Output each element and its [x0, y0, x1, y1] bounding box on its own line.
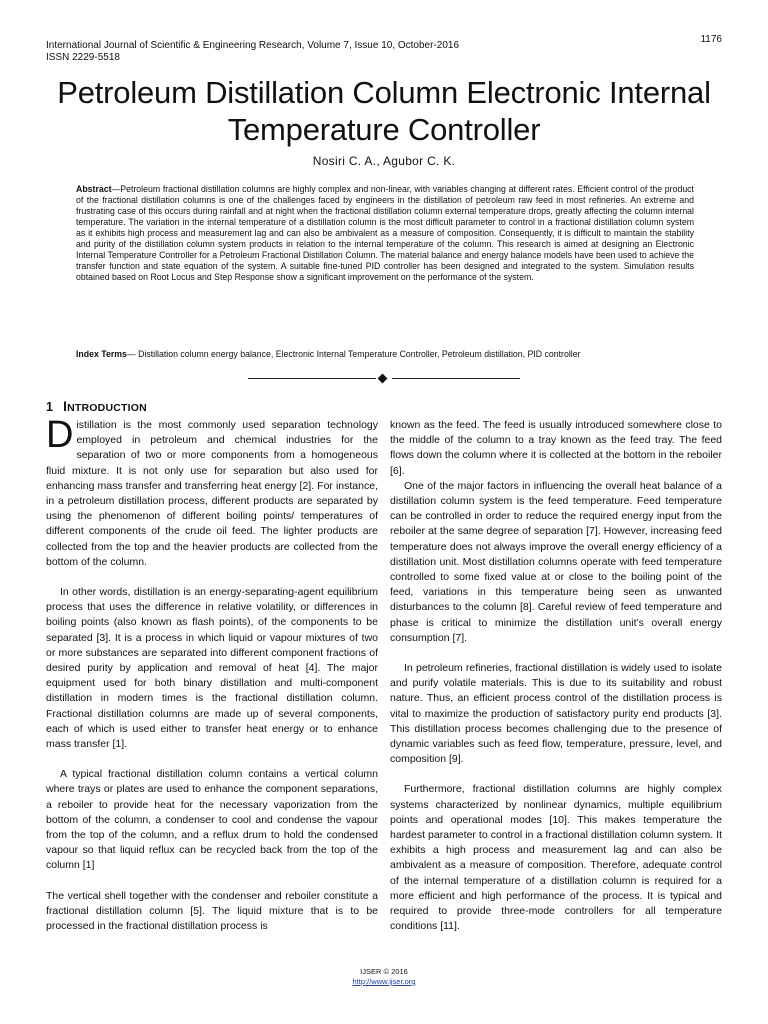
- journal-header: International Journal of Scientific & Engineering Research, Volume 7, Issue 10, October-2016: [46, 40, 460, 51]
- drop-cap: D: [46, 414, 74, 456]
- divider-line-left: [248, 378, 376, 379]
- body-paragraph: The vertical shell together with the condenser and reboiler constitute a fractional distillation column [5]. The liquid mixture that is to be processed in the fractional distillation process is: [46, 889, 378, 933]
- section-title-initial: I: [63, 399, 68, 414]
- body-column-left: [46, 414, 378, 934]
- index-terms: [76, 349, 694, 360]
- body-column-right: [390, 418, 722, 935]
- abstract-text: —Petroleum fractional distillation columns are highly complex and non-linear, with variables changing at different rates. Efficient control of the product of the fractional distillation columns is one of the challenges faced by engineers in the distillation of petroleum raw feed in most refineries. An extreme and frustrating case of this occurs during rainfall and at night when the fractional distillation column external temperature drops, greatly affecting the column internal temperature. The variation in the internal temperature of a distillation column is the most difficult parameter to control in a fractional distillation column system as it exhibits high process and measurement lag and can also be ambivalent as a measure of composition. Consequently, it is difficult to maintain the stability and purity of the distillation column system products in relation to the internal temperature of the column. This research is aimed at designing an Electronic Internal Temperature Controller for a Petroleum Fractional Distillation Column. The material balance and energy balance models have been used to achieve the transfer function and state equation of the system. A suitable fine-tuned PID controller has been designed and integrated to the system. Simulation results obtained based on Root Locus and Step Response show a significant improvement on the performance of the system.: [76, 184, 694, 283]
- issn-header: ISSN 2229-5518: [46, 52, 120, 63]
- body-paragraph-text: istillation is the most commonly used separation technology employed in petroleum and chemical industries for the separation of two or more components from a homogeneous fluid mixture. It is not only use for separation but also used for enhancing mass transfer and transferring heat energy [2]. For instance, in a petroleum distillation process, different products are separated by using the phenomenon of different boiling points/ temperatures of different components of the crude oil feed. The lighter products are collected from the top and the heavier products are collected from the bottom of the column.: [46, 419, 378, 568]
- body-paragraph: Furthermore, fractional distillation columns are highly complex systems characterized by nonlinear dynamics, multiple equilibrium points and operational modes [10]. This makes temperature the hardest parameter to control in a fractional distillation column system. It exhibits a high process and measurement lag and can also be ambivalent as a measure of composition. Therefore, adequate control of the internal temperature of a distillation column is required for a more efficient and high performance of the process. It is typical and required to provide three-mode controllers for all temperature conditions [11].: [390, 783, 722, 933]
- body-paragraph: One of the major factors in influencing the overall heat balance of a distillation column system is the feed temperature. Feed temperature can be controlled in order to reduce the required energy input from the reboiler at the same degree of separation [7]. However, increasing feed temperature does not always improve the overall energy efficiency of a distillation unit. Most distillation columns operate with feed temperature controlled to some fixed value at or close to the boiling point of the feed, variations in this temperature being seen as unwanted disturbances to the column [8]. Careful review of feed temperature and phase is critical to minimize the distillation unit’s overall energy consumption [7].: [390, 479, 722, 644]
- body-paragraph: known as the feed. The feed is usually introduced somewhere close to the middle of the column to a tray known as the feed tray. The feed flows down the column where it is collected at the bottom in the reboiler [6].: [390, 419, 722, 477]
- divider-line-right: [392, 378, 520, 379]
- paper-authors: Nosiri C. A., Agubor C. K.: [312, 154, 456, 168]
- body-paragraph: A typical fractional distillation column contains a vertical column where trays or plates are used to enhance the component separations, a reboiler to provide heat for the necessary vaporization from the bottom of the column, a condenser to cool and condense the vapour from the top of the column, and a reflux drum to hold the condensed vapour so that liquid reflux can be recycled back from the top of the column [1]: [46, 768, 378, 872]
- body-paragraph: In petroleum refineries, fractional distillation is widely used to isolate and purify volatile materials. This is due to its suitability and robust nature. Thus, an efficient process control of the distillation process is vital to maximize the production of satisfactory purity end products [3]. This distillation process becomes challenging due to the presence of dynamic variables such as feed flow, temperature, pressure, level, and composition [9].: [390, 662, 722, 766]
- abstract: [76, 184, 694, 283]
- index-terms-label: Index Terms: [76, 349, 127, 359]
- body-paragraph: In other words, distillation is an energy-separating-agent equilibrium process that uses the difference in relative volatility, or differences in boiling points (also known as flash points), of the components to be separated [3]. It is a process in which liquid or vapour mixtures of two or more substances are separated into different component fractions of desired purity by application and removal of heat [4]. The major equipment used for both binary distillation and multi-component distillation in modern times is the fractional distillation column. Fractional distillation columns are made up of several components, each of which is used either to transfer heat energy or to enhance mass transfer [1].: [46, 586, 378, 751]
- page-number: 1176: [700, 34, 722, 45]
- section-divider: [248, 372, 520, 386]
- paper-title: Petroleum Distillation Column Electronic Internal Temperature Controller: [57, 75, 711, 147]
- section-title-rest: NTRODUCTION: [67, 402, 147, 414]
- section-heading: [46, 400, 147, 415]
- index-terms-text: — Distillation column energy balance, Electronic Internal Temperature Controller, Petroleum distillation, PID controller: [126, 349, 581, 359]
- footer-copyright: IJSER © 2016: [360, 967, 408, 976]
- footer-link[interactable]: http://www.ijser.org: [352, 977, 416, 986]
- abstract-label: Abstract: [76, 184, 112, 194]
- diamond-icon: [378, 374, 388, 384]
- body-paragraph: [46, 414, 378, 570]
- section-number: 1: [46, 400, 54, 414]
